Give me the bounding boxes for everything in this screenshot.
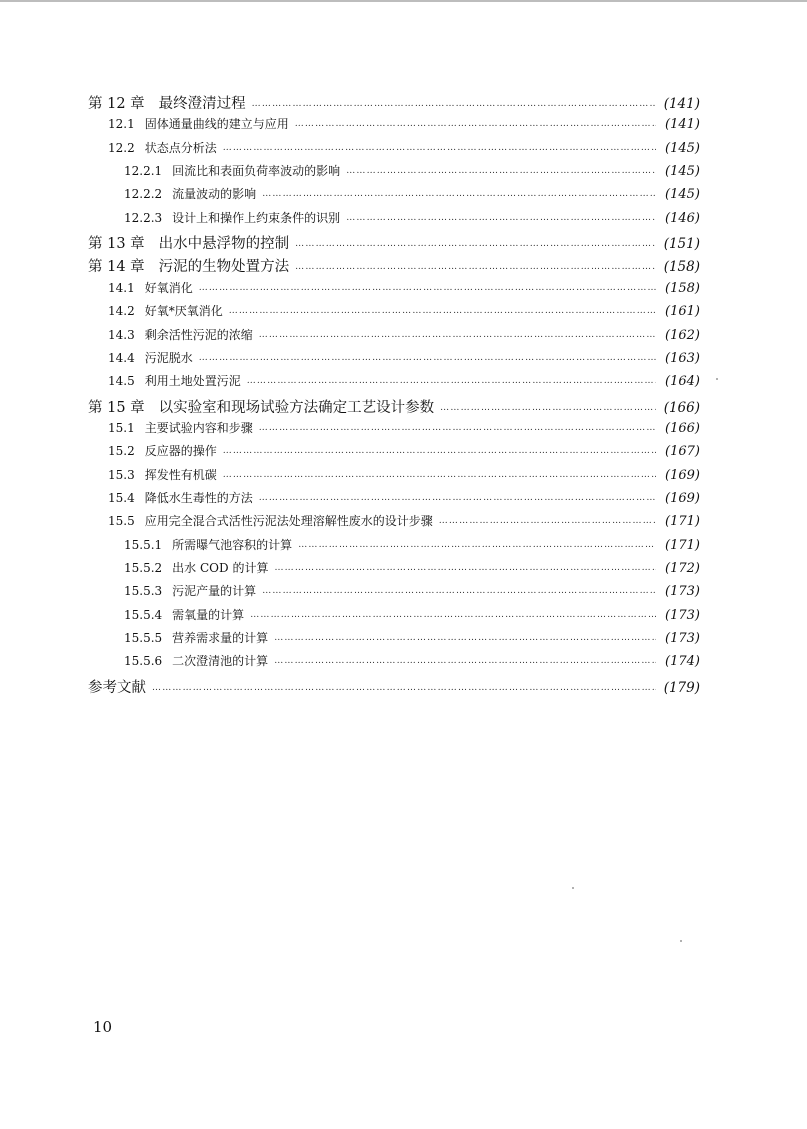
entry-title: 挥发性有机碳 [144,467,217,482]
entry-page: (145) [665,187,700,203]
entry-title: 好氧消化 [144,280,193,295]
entry-page: (158) [663,259,700,276]
entry-page: (171) [665,514,700,530]
entry-page: (161) [665,304,700,320]
entry-title: 污泥脱水 [144,350,193,365]
dot-leader [295,262,656,272]
entry-page: (173) [665,607,700,623]
entry-title: 好氧*厌氧消化 [144,304,223,319]
entry-page: (169) [665,467,700,483]
toc-section-entry [108,419,700,442]
entry-title: 出水 COD 的计算 [172,561,269,575]
entry-page: (141) [663,96,700,112]
entry-title: 参考文献 [88,679,146,696]
entry-page: (166) [665,420,700,436]
toc-chapter-entry [88,92,700,115]
entry-title: 剩余活性污泥的浓缩 [144,327,253,342]
entry-number: 第 15 章 [88,399,145,416]
toc-subsection-entry [124,652,700,675]
dot-leader [250,610,656,620]
entry-page: (151) [663,236,700,253]
scan-speck [572,887,574,889]
toc-subsection-entry [124,606,700,629]
dot-leader [259,330,656,340]
toc-subsection-entry [124,582,700,605]
entry-page: (141) [665,117,700,133]
scan-speck [680,940,682,942]
entry-page: (163) [665,350,700,366]
dot-leader [346,166,656,176]
dot-leader [223,143,656,153]
dot-leader [295,119,656,129]
entry-page: (162) [665,327,700,343]
toc-section-entry [108,466,700,489]
entry-title: 主要试验内容和步骤 [144,420,253,435]
toc-subsection-entry [124,209,700,232]
entry-page: (172) [665,561,700,576]
toc-chapter-entry [88,396,700,419]
entry-page: (166) [663,399,700,416]
entry-page: (174) [665,654,700,670]
entry-number: 15.4 [108,490,135,505]
entry-title: 降低水生毒性的方法 [144,490,253,505]
dot-leader [262,586,656,596]
entry-title: 以实验室和现场试验方法确定工艺设计参数 [158,399,435,416]
entry-page: (171) [665,537,700,553]
entry-number: 12.2.3 [124,210,163,225]
entry-number: 15.5.6 [124,654,163,669]
entry-title: 反应器的操作 [144,444,217,459]
entry-number: 15.5.5 [124,631,163,646]
dot-leader [295,239,656,249]
toc-chapter-entry [88,676,700,699]
dot-leader [274,656,656,666]
entry-number: 12.2.1 [124,164,163,179]
dot-leader [298,540,656,550]
toc-chapter-entry [88,255,700,278]
entry-title: 需氧量的计算 [172,607,245,622]
toc-section-entry [108,302,700,325]
entry-page: (173) [665,631,700,647]
dot-leader [346,213,656,223]
entry-number: 12.2 [108,140,135,155]
toc-section-entry [108,279,700,302]
entry-title: 所需曝气池容积的计算 [172,537,293,552]
toc-section-entry [108,489,700,512]
entry-title: 设计上和操作上约束条件的识别 [172,210,341,225]
entry-title: 应用完全混合式活性污泥法处理溶解性废水的设计步骤 [144,514,433,529]
toc-section-entry [108,326,700,349]
toc-subsection-entry [124,162,700,185]
entry-number: 12.2.2 [124,187,163,202]
toc-section-entry [108,115,700,138]
entry-title: 回流比和表面负荷率波动的影响 [172,164,341,179]
entry-title: 利用土地处置污泥 [144,374,241,389]
toc-subsection-entry [124,629,700,652]
dot-leader [274,563,656,573]
entry-page: (145) [665,140,700,156]
dot-leader [223,470,656,480]
entry-title: 污泥产量的计算 [172,584,257,599]
entry-title: 最终澄清过程 [158,96,246,112]
dot-leader [247,376,656,386]
entry-title: 固体通量曲线的建立与应用 [144,117,289,132]
entry-title: 营养需求量的计算 [172,631,269,646]
entry-number: 14.5 [108,374,135,389]
entry-page: (164) [665,374,700,390]
entry-number: 第 14 章 [88,259,145,276]
entry-number: 15.1 [108,420,135,435]
toc-subsection-entry [124,559,700,582]
toc-section-entry [108,139,700,162]
entry-number: 第 13 章 [88,236,145,253]
entry-number: 14.1 [108,280,135,295]
dot-leader [252,99,656,109]
entry-title: 二次澄清池的计算 [172,654,269,669]
entry-title: 流量波动的影响 [172,187,257,202]
dot-leader [152,683,656,693]
entry-page: (173) [665,584,700,600]
entry-number: 15.5.2 [124,561,163,575]
entry-title: 状态点分析法 [144,140,217,155]
dot-leader [439,516,656,526]
toc-section-entry [108,512,700,535]
toc-section-entry [108,372,700,395]
entry-page: (146) [665,210,700,226]
entry-number: 15.2 [108,444,135,459]
dot-leader [199,353,656,363]
toc-subsection-entry [124,536,700,559]
entry-number: 15.5.3 [124,584,163,599]
dot-leader [259,423,656,433]
dot-leader [223,446,656,456]
entry-page: (158) [665,280,700,296]
dot-leader [229,306,656,316]
entry-number: 第 12 章 [88,96,145,112]
entry-title: 污泥的生物处置方法 [158,259,290,276]
entry-page: (179) [663,679,700,696]
entry-page: (169) [665,490,700,506]
toc-chapter-entry [88,232,700,255]
dot-leader [259,493,656,503]
entry-number: 15.5 [108,514,135,529]
toc-section-entry [108,442,700,465]
dot-leader [440,403,656,413]
entry-number: 12.1 [108,117,135,132]
top-rule [0,0,807,2]
dot-leader [199,283,656,293]
entry-page: (167) [665,444,700,460]
page-number: 10 [93,1018,113,1036]
dot-leader [274,633,656,643]
entry-number: 15.3 [108,467,135,482]
dot-leader [262,189,656,199]
entry-number: 14.2 [108,304,135,319]
entry-page: (145) [665,164,700,180]
entry-number: 14.3 [108,327,135,342]
toc-subsection-entry [124,185,700,208]
entry-number: 15.5.1 [124,537,163,552]
entry-number: 14.4 [108,350,135,365]
entry-number: 15.5.4 [124,607,163,622]
toc-section-entry [108,349,700,372]
scan-speck [716,378,718,380]
entry-title: 出水中悬浮物的控制 [158,236,290,253]
